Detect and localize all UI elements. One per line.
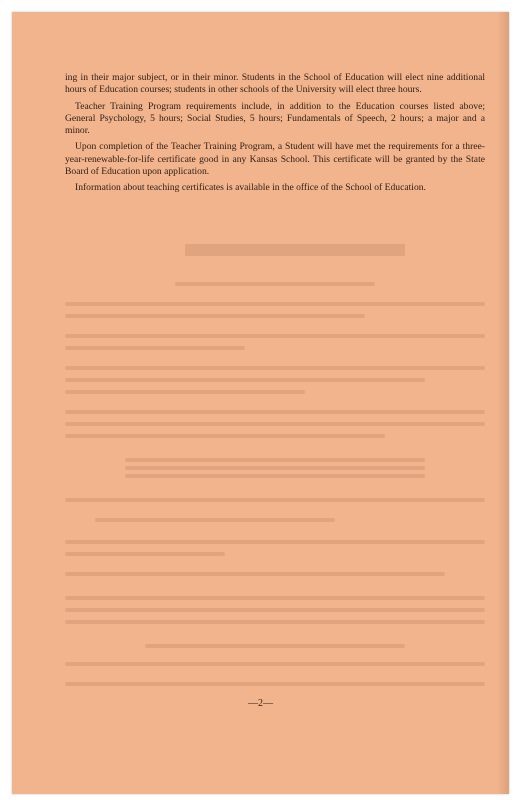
paper-sheet (12, 12, 509, 794)
bleed-line (145, 644, 405, 648)
paragraph-continued: ing in their major subject, or in their minor. Students in the School of Education will elect nine additional hours of Education courses; students in other schools of the University will elect three hours. (65, 72, 485, 96)
paragraph-certificate: Upon completion of the Teacher Training Program, a Student will have met the requirements for a three-year-renewable-for-life certificate good in any Kansas School. This certificate will be granted by the State Board of Education upon application. (65, 141, 485, 178)
bleed-line (65, 422, 485, 426)
bleed-line (175, 282, 375, 286)
bleed-line (125, 474, 425, 478)
bleed-line (65, 498, 485, 502)
page-number: —2— (248, 698, 273, 709)
bleed-line (65, 346, 245, 350)
body-text (65, 72, 485, 199)
bleed-line (65, 608, 485, 612)
reverse-side-bleed-through (65, 244, 485, 694)
bleed-line (65, 662, 485, 666)
bleed-line (65, 682, 485, 686)
bleed-line (65, 572, 445, 576)
bleed-line (65, 390, 305, 394)
bleed-line (65, 552, 225, 556)
bleed-line (65, 620, 485, 624)
bleed-line (65, 596, 485, 600)
paragraph-information: Information about teaching certificates is available in the office of the School of Education. (75, 182, 426, 194)
sheet-edge-shadow (497, 12, 509, 794)
bleed-line (65, 410, 485, 414)
bleed-line (65, 434, 385, 438)
paragraph-requirements: Teacher Training Program requirements include, in addition to the Education courses listed above; General Psychology, 5 hours; Social Studies, 5 hours; Fundamentals of Speech, 2 hours; a major and a minor. (65, 100, 485, 137)
bleed-line (65, 366, 485, 370)
bleed-line (65, 540, 485, 544)
bleed-line (65, 314, 365, 318)
bleed-line (125, 458, 425, 462)
bleed-line (65, 334, 485, 338)
bleed-line (95, 518, 335, 522)
bleed-title-shape (185, 244, 405, 256)
bleed-line (65, 378, 425, 382)
bleed-line (125, 466, 425, 470)
bleed-line (65, 302, 485, 306)
